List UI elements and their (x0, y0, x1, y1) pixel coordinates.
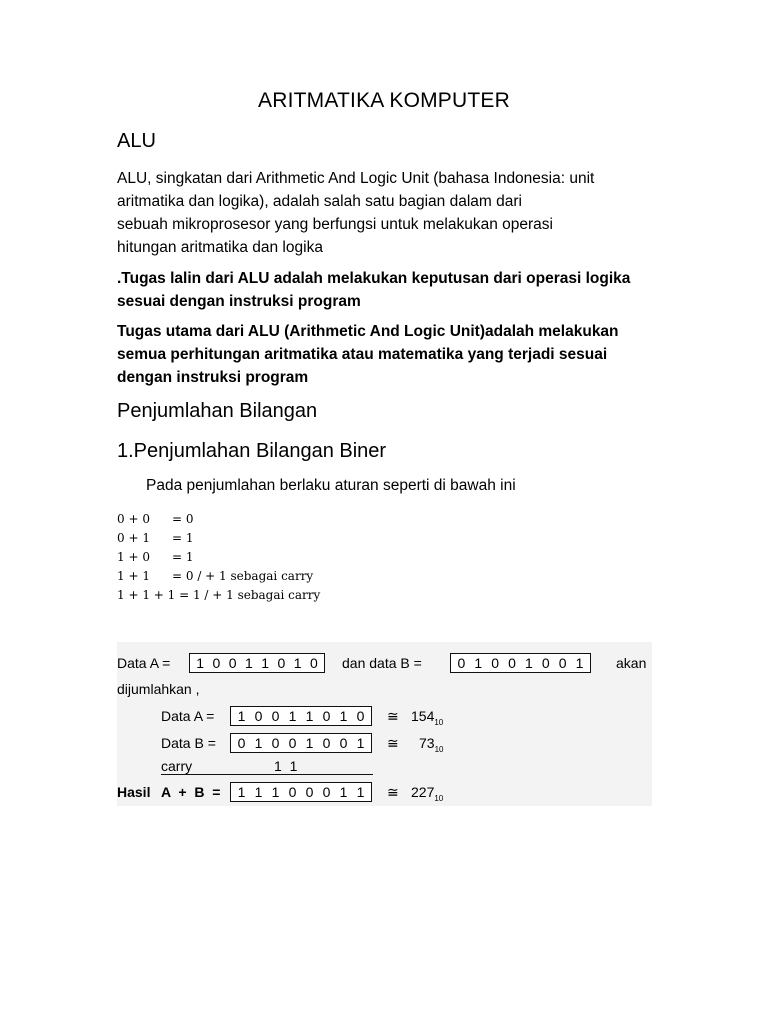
figure-line1-suffix: akan (616, 655, 647, 671)
bit-digit: 1 (356, 784, 365, 800)
paragraph-line: .Tugas lalin dari ALU adalah melakukan keputusan dari operasi logika (117, 270, 631, 287)
data-b-bits-box (450, 653, 591, 673)
bit-digit: 0 (322, 784, 331, 800)
rule-row (117, 510, 320, 529)
rule-lhs: 1 + 0 (117, 550, 150, 564)
rule-lhs: 0 + 0 (117, 512, 150, 526)
approx-symbol: ≅ (387, 784, 399, 800)
bit-digit: 0 (309, 655, 318, 671)
sum-line (161, 774, 373, 775)
rule-row (117, 548, 320, 567)
bit-digit: 1 (237, 708, 246, 724)
figure-line1-mid: dan data B = (342, 655, 422, 671)
heading-alu: ALU (117, 130, 156, 152)
hasil-bits-box (230, 782, 372, 802)
binary-addition-rules (117, 510, 320, 605)
bit-digit: 0 (305, 784, 314, 800)
bit-digit: 0 (288, 735, 297, 751)
hasil-decimal: $227_{10}$ (411, 784, 444, 803)
rule-row (117, 529, 320, 548)
binary-addition-figure (117, 642, 652, 806)
approx-symbol: ≅ (387, 708, 399, 724)
bit-digit: 1 (254, 735, 263, 751)
bit-digit: 0 (339, 735, 348, 751)
row-b-bits-box (230, 733, 372, 753)
heading-penjumlahan-biner: 1.Penjumlahan Bilangan Biner (117, 440, 387, 462)
bit-digit: 1 (271, 784, 280, 800)
row-b-decimal: $73_{10}$ (419, 735, 444, 754)
bit-digit: 1 (244, 655, 253, 671)
paragraph-line: ALU, singkatan dari Arithmetic And Logic Unit (bahasa Indonesia: unit (117, 170, 595, 187)
intro-text: Pada penjumlahan berlaku aturan seperti di bawah ini (146, 477, 516, 494)
figure-line2: dijumlahkan , (117, 681, 200, 697)
bit-digit: 0 (228, 655, 237, 671)
bit-digit: 1 (356, 735, 365, 751)
hasil-label: Hasil (117, 784, 151, 800)
bit-digit: 1 (305, 708, 314, 724)
bit-digit: 0 (356, 708, 365, 724)
bit-digit: 0 (271, 735, 280, 751)
rule-lhs: 1 + 1 + 1 = 1 / + 1 sebagai carry (117, 588, 321, 602)
bit-digit: 0 (541, 655, 550, 671)
rule-lhs: 1 + 1 (117, 569, 150, 583)
paragraph-alu-other-task (117, 267, 657, 313)
carry-value: 1 1 (274, 758, 298, 774)
bit-digit: 1 (237, 784, 246, 800)
figure-line1-prefix: Data A = (117, 655, 171, 671)
bit-digit: 1 (288, 708, 297, 724)
paragraph-line: aritmatika dan logika), adalah salah satu bagian dalam dari (117, 193, 522, 210)
paragraph-line: hitungan aritmatika dan logika (117, 239, 323, 256)
bit-digit: 1 (254, 784, 263, 800)
rule-rhs: = 0 / + 1 sebagai carry (172, 569, 314, 583)
rule-row (117, 586, 320, 605)
bit-digit: 1 (293, 655, 302, 671)
bit-digit: 0 (288, 784, 297, 800)
bit-digit: 0 (254, 708, 263, 724)
bit-digit: 0 (322, 735, 331, 751)
bit-digit: 0 (322, 708, 331, 724)
document-title: ARITMATIKA KOMPUTER (258, 89, 510, 112)
row-a-decimal: $154_{10}$ (411, 708, 444, 727)
bit-digit: 1 (196, 655, 205, 671)
carry-label: carry (161, 758, 193, 774)
bit-digit: 0 (277, 655, 286, 671)
bit-digit: 1 (525, 655, 533, 671)
paragraph-line: semua perhitungan aritmatika atau matematika yang terjadi sesuai (117, 346, 608, 363)
bit-digit: 0 (237, 735, 246, 751)
paragraph-line: Tugas utama dari ALU (Arithmetic And Logic Unit)adalah melakukan (117, 323, 619, 340)
bit-digit: 0 (271, 708, 280, 724)
heading-penjumlahan: Penjumlahan Bilangan (117, 400, 318, 422)
paragraph-line: sebuah mikroprosesor yang berfungsi untuk melakukan operasi (117, 216, 553, 233)
row-b-label: Data B = (161, 735, 216, 751)
rule-lhs: 0 + 1 (117, 531, 150, 545)
row-a-label: Data A = (161, 708, 215, 724)
bit-digit: 1 (339, 784, 348, 800)
rule-row (117, 567, 320, 586)
paragraph-alu-definition (117, 167, 657, 259)
rule-rhs: = 1 (172, 531, 194, 545)
approx-symbol: ≅ (387, 735, 399, 751)
bit-digit: 1 (261, 655, 270, 671)
rule-rhs: = 0 (172, 512, 194, 526)
rule-rhs: = 1 (172, 550, 194, 564)
paragraph-alu-main-task (117, 320, 657, 389)
paragraph-line: sesuai dengan instruksi program (117, 293, 361, 310)
bit-digit: 0 (212, 655, 221, 671)
bit-digit: 0 (558, 655, 567, 671)
bit-digit: 0 (491, 655, 500, 671)
bit-digit: 1 (474, 655, 483, 671)
bit-digit: 1 (339, 708, 348, 724)
paragraph-line: dengan instruksi program (117, 369, 309, 386)
data-a-bits-box (189, 653, 325, 673)
row-a-bits-box (230, 706, 372, 726)
bit-digit: 0 (457, 655, 466, 671)
bit-digit: 1 (575, 655, 584, 671)
bit-digit: 1 (305, 735, 314, 751)
bit-digit: 0 (508, 655, 516, 671)
hasil-expression: A + B = (161, 784, 221, 800)
